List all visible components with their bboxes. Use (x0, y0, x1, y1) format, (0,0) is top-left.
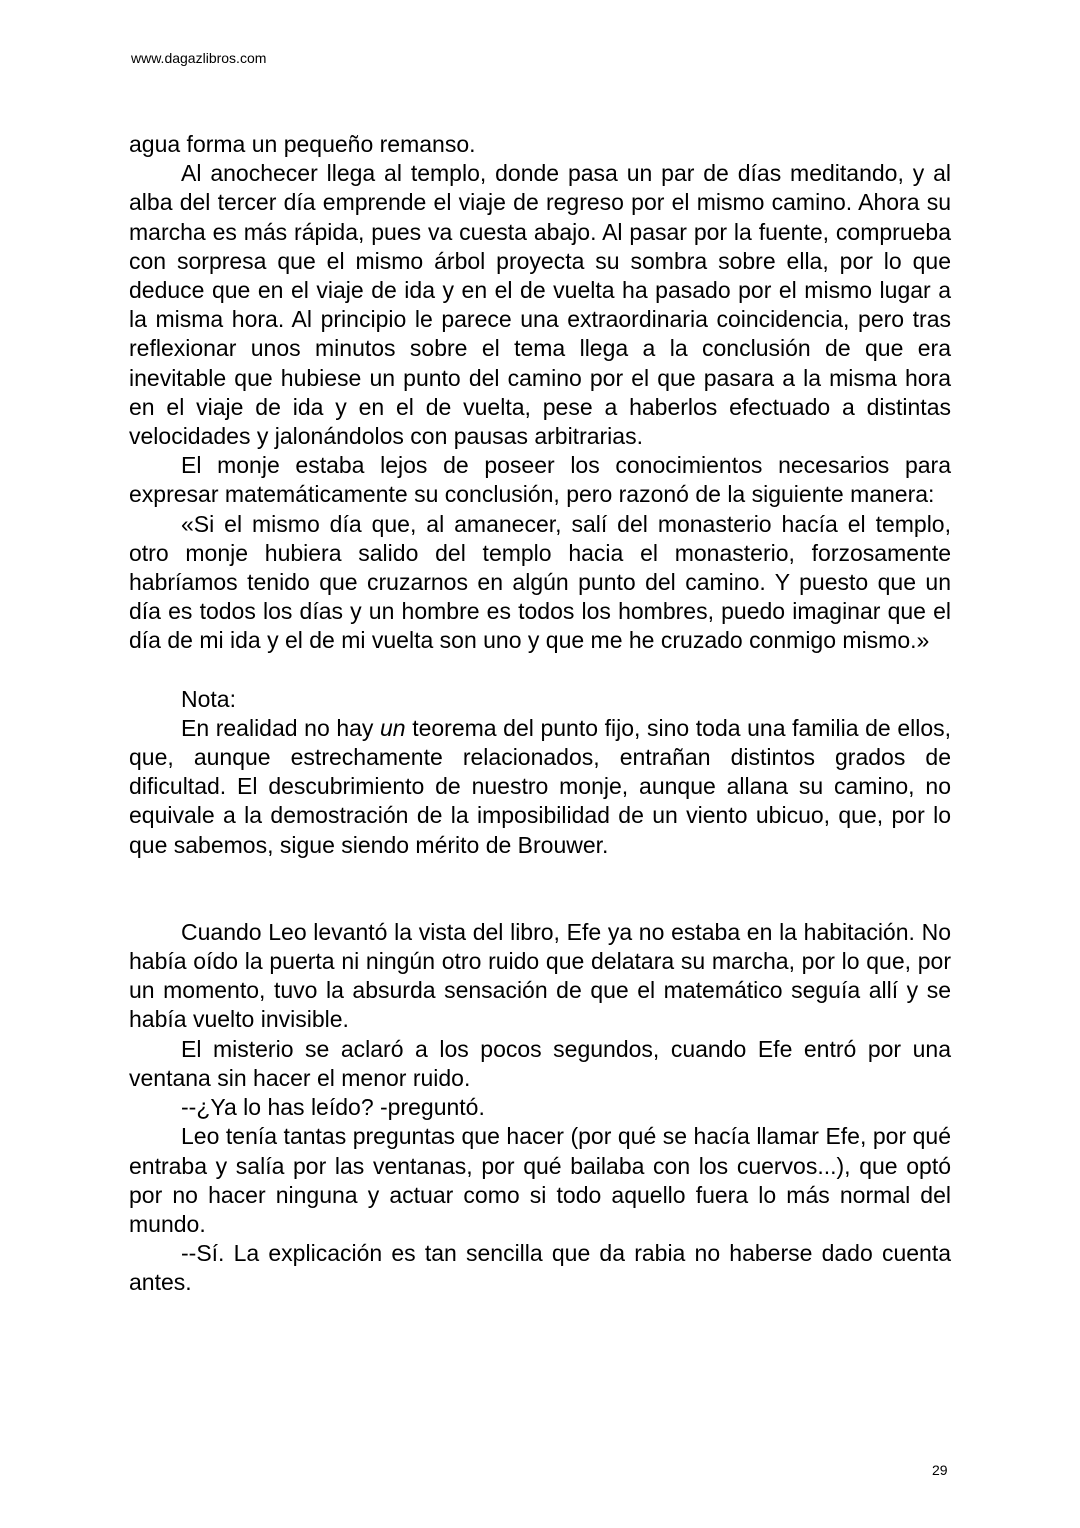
paragraph-mystery-solved: El misterio se aclaró a los pocos segundos, cuando Efe entró por una ventana sin hacer el menor ruido. (129, 1035, 951, 1091)
spacer (129, 656, 951, 685)
spacer (129, 860, 951, 918)
note-text-start: En realidad no hay (181, 714, 374, 741)
paragraph-leo-looks-up: Cuando Leo levantó la vista del libro, Efe ya no estaba en la habitación. No había oído la puerta ni ningún otro ruido que delatara su marcha, por lo que, por un momento, tuvo la absurda sensación de que el matemático seguía allí y se había vuelto invisible. (129, 918, 951, 1033)
note-text-end: teorema del punto fijo, sino toda una familia de ellos, que, aunque estrechamente relacionados, entrañan distintos grados de dificultad. El descubrimiento de nuestro monje, aunque allana su camino, no equivale a la demostración de la imposibilidad de un viento ubicuo, que, por lo que sabemos, sigue siendo mérito de Brouwer. (129, 714, 952, 858)
paragraph-temple-return: Al anochecer llega al templo, donde pasa un par de días meditando, y al alba del tercer día emprende el viaje de regreso por el mismo camino. Ahora su marcha es más rápida, pues va cuesta abajo. Al pasar por la fuente, comprueba con sorpresa que el mismo árbol proyecta su sombra sobre ella, por lo que deduce que en el viaje de ida y en el de vuelta ha pasado por el mismo lugar a la misma hora. Al principio le parece una extraordinaria coincidencia, pero tras reflexionar unos minutos sobre el tema llega a la conclusión de que era inevitable que hubiese un punto del camino por el que pasara a la misma hora en el viaje de ida y en el de vuelta, pese a haberlos efectuado a distintas velocidades y jalonándolos con pausas arbitrarias. (129, 160, 951, 450)
paragraph-monk-quote: «Si el mismo día que, al amanecer, salí del monasterio hacía el templo, otro monje hubiera salido del templo hacia el monasterio, forzosamente habríamos tenido que cruzarnos en algún punto del camino. Y puesto que un día es todos los días y un hombre es todos los hombres, puedo imaginar que el día de mi ida y el de mi vuelta son uno y que me he cruzado conmigo mismo.» (129, 510, 951, 654)
paragraph-monk-reasoning: El monje estaba lejos de poseer los conocimientos necesarios para expresar matemáticamente su conclusión, pero razonó de la siguiente manera: (129, 452, 951, 508)
page-number: 29 (932, 1462, 948, 1478)
header-url: www.dagazlibros.com (131, 50, 267, 66)
paragraph-note (129, 714, 951, 860)
note-heading: Nota: (181, 685, 236, 712)
dialogue-line-leo: --Sí. La explicación es tan sencilla que da rabia no haberse dado cuenta antes. (129, 1240, 951, 1296)
dialogue-line-efe: --¿Ya lo has leído? -preguntó. (181, 1094, 485, 1121)
paragraph-continuation: agua forma un pequeño remanso. (129, 131, 476, 157)
note-emphasis: un (380, 714, 406, 741)
paragraph-leo-questions: Leo tenía tantas preguntas que hacer (por qué se hacía llamar Efe, por qué entraba y salía por las ventanas, por qué bailaba con los cuervos...), que optó por no hacer ninguna y actuar como si todo aquello fuera lo más normal del mundo. (129, 1123, 951, 1237)
page-body (129, 130, 951, 1298)
